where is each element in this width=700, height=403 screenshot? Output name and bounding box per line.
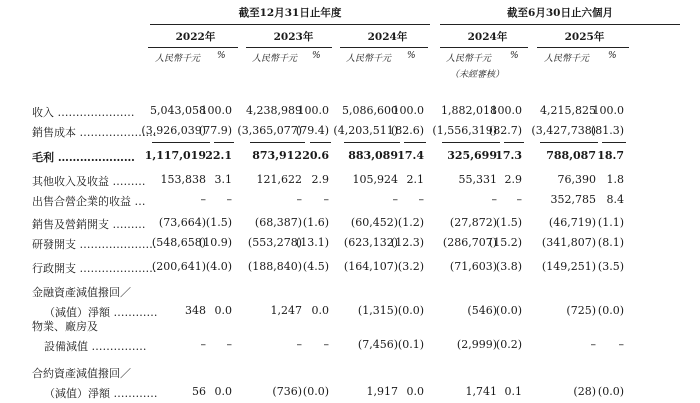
pct-label: %	[510, 51, 519, 61]
unit-label: 人民幣千元	[544, 54, 590, 64]
amount-cell: (149,251)	[541, 260, 596, 273]
amount-cell: 121,622	[256, 173, 302, 186]
unit-label: 人民幣千元	[155, 54, 201, 64]
amount-cell: (1,315)	[357, 304, 398, 317]
amount-cell: (73,664)	[158, 216, 206, 229]
amount-cell: 55,331	[458, 173, 497, 186]
amount-cell: (188,840)	[247, 260, 302, 273]
amount-cell: (200,641)	[151, 260, 206, 273]
amount-cell: (1,556,319)	[432, 124, 497, 137]
percent-cell: 0.1	[504, 385, 522, 398]
amount-cell: 883,089	[348, 149, 398, 162]
percent-cell: (0.0)	[597, 304, 624, 317]
amount-cell: 56	[192, 385, 206, 398]
subtotal-rule	[540, 142, 598, 143]
amount-cell: 4,215,825	[540, 104, 596, 117]
percent-cell: (15.2)	[488, 236, 522, 249]
percent-cell: (1.6)	[302, 216, 329, 229]
percent-cell: –	[226, 193, 232, 206]
amount-cell: (60,452)	[350, 216, 398, 229]
percent-cell: (81.3)	[590, 124, 624, 137]
percent-cell: (3.2)	[397, 260, 424, 273]
amount-cell: (164,107)	[343, 260, 398, 273]
percent-cell: –	[323, 193, 329, 206]
pct-label: %	[608, 51, 617, 61]
percent-cell: 2.9	[311, 173, 329, 186]
amount-cell: (3,427,738)	[531, 124, 596, 137]
amount-cell: (623,132)	[343, 236, 398, 249]
divider	[148, 47, 238, 48]
amount-cell: (46,719)	[548, 216, 596, 229]
amount-cell: (2,999)	[456, 338, 497, 351]
percent-cell: (3.5)	[597, 260, 624, 273]
percent-cell: (3.8)	[495, 260, 522, 273]
row-label: 收入 …………………	[32, 106, 135, 119]
period-six-months-header: 截至6月30日止六個月	[507, 7, 613, 19]
percent-cell: 3.1	[214, 173, 232, 186]
row-label-continued: （減值）淨額 …………	[44, 306, 158, 319]
percent-cell: (4.5)	[302, 260, 329, 273]
amount-cell: (7,456)	[357, 338, 398, 351]
percent-cell: –	[418, 193, 424, 206]
percent-cell: (79.4)	[295, 124, 329, 137]
row-label-continued: 設備減值 ……………	[44, 340, 147, 353]
subtotal-rule	[442, 142, 500, 143]
subtotal-rule	[214, 142, 234, 143]
year-header-2025-h1: 2025年	[564, 31, 605, 43]
unit-label: 人民幣千元	[346, 54, 392, 64]
amount-cell: 105,924	[352, 173, 398, 186]
percent-cell: (0.0)	[495, 304, 522, 317]
amount-cell: 873,912	[252, 149, 302, 162]
percent-cell: (1.5)	[205, 216, 232, 229]
row-label: 物業、廠房及	[32, 320, 98, 333]
year-header-2023: 2023年	[273, 31, 314, 43]
amount-cell: (3,365,077)	[237, 124, 302, 137]
unit-label: 人民幣千元	[446, 54, 492, 64]
percent-cell: 100.0	[200, 104, 232, 117]
amount-cell: 153,838	[160, 173, 206, 186]
amount-cell: –	[296, 338, 302, 351]
percent-cell: 0.0	[406, 385, 424, 398]
amount-cell: (341,807)	[541, 236, 596, 249]
amount-cell: –	[200, 338, 206, 351]
row-label: 毛利 …………………	[32, 151, 135, 164]
percent-cell: (1.2)	[397, 216, 424, 229]
percent-cell: –	[226, 338, 232, 351]
percent-cell: 100.0	[297, 104, 329, 117]
percent-cell: 0.0	[214, 304, 232, 317]
amount-cell: –	[590, 338, 596, 351]
amount-cell: –	[296, 193, 302, 206]
amount-cell: 1,741	[465, 385, 497, 398]
percent-cell: 17.4	[397, 149, 424, 162]
percent-cell: 100.0	[490, 104, 522, 117]
year-header-2024-h1: 2024年	[467, 31, 508, 43]
subtotal-rule	[404, 142, 426, 143]
year-header-2024: 2024年	[367, 31, 408, 43]
amount-cell: 76,390	[557, 173, 596, 186]
percent-cell: (1.1)	[597, 216, 624, 229]
pct-label: %	[312, 51, 321, 61]
unit-label: 人民幣千元	[252, 54, 298, 64]
percent-cell: (77.9)	[198, 124, 232, 137]
subtotal-rule	[504, 142, 524, 143]
percent-cell: (0.0)	[397, 304, 424, 317]
row-label: 行政開支 …………………	[32, 262, 157, 275]
percent-cell: (12.3)	[390, 236, 424, 249]
divider	[340, 47, 428, 48]
percent-cell: (0.0)	[302, 385, 329, 398]
percent-cell: (0.2)	[495, 338, 522, 351]
amount-cell: (68,387)	[254, 216, 302, 229]
row-label: 金融資產減值撥回／	[32, 286, 131, 299]
percent-cell: (8.1)	[597, 236, 624, 249]
row-label: 銷售及營銷開支 ………	[32, 218, 146, 231]
percent-cell: 100.0	[392, 104, 424, 117]
percent-cell: –	[516, 193, 522, 206]
subtotal-rule	[344, 142, 400, 143]
amount-cell: –	[392, 193, 398, 206]
amount-cell: –	[200, 193, 206, 206]
percent-cell: 0.0	[311, 304, 329, 317]
amount-cell: (27,872)	[449, 216, 497, 229]
divider	[150, 24, 430, 25]
amount-cell: (286,707)	[442, 236, 497, 249]
pct-label: %	[217, 51, 226, 61]
percent-cell: –	[323, 338, 329, 351]
divider	[537, 47, 629, 48]
amount-cell: 4,238,989	[246, 104, 302, 117]
amount-cell: 1,117,019	[144, 149, 206, 162]
amount-cell: 788,087	[546, 149, 596, 162]
row-label: 其他收入及收益 ………	[32, 175, 146, 188]
percent-cell: 18.7	[597, 149, 624, 162]
divider	[440, 24, 680, 25]
pct-label: %	[407, 51, 416, 61]
row-label: 研發開支 …………………	[32, 238, 157, 251]
subtotal-rule	[602, 142, 626, 143]
percent-cell: (82.7)	[488, 124, 522, 137]
row-label: 合約資產減值撥回／	[32, 367, 131, 380]
amount-cell: 1,247	[270, 304, 302, 317]
amount-cell: –	[491, 193, 497, 206]
amount-cell: (71,603)	[449, 260, 497, 273]
row-label-continued: （減值）淨額 …………	[44, 387, 158, 400]
percent-cell: (82.6)	[390, 124, 424, 137]
percent-cell: –	[618, 338, 624, 351]
amount-cell: 325,699	[447, 149, 497, 162]
divider	[246, 47, 332, 48]
amount-cell: 1,917	[366, 385, 398, 398]
percent-cell: (13.1)	[295, 236, 329, 249]
amount-cell: (28)	[573, 385, 596, 398]
percent-cell: 20.6	[302, 149, 329, 162]
amount-cell: 348	[185, 304, 206, 317]
row-label: 出售合營企業的收益 …	[32, 195, 146, 208]
subtotal-rule	[250, 142, 305, 143]
percent-cell: 100.0	[592, 104, 624, 117]
divider	[440, 47, 528, 48]
amount-cell: (736)	[272, 385, 302, 398]
percent-cell: (4.0)	[205, 260, 232, 273]
amount-cell: (3,926,039)	[141, 124, 206, 137]
percent-cell: 8.4	[606, 193, 624, 206]
subtotal-rule	[310, 142, 331, 143]
subtotal-rule	[152, 142, 210, 143]
year-header-2022: 2022年	[175, 31, 216, 43]
amount-cell: 1,882,018	[441, 104, 497, 117]
percent-cell: 2.1	[406, 173, 424, 186]
amount-cell: (725)	[566, 304, 596, 317]
amount-cell: 5,086,600	[342, 104, 398, 117]
amount-cell: (548,658)	[151, 236, 206, 249]
period-year-header: 截至12月31日止年度	[238, 7, 342, 19]
percent-cell: (10.9)	[198, 236, 232, 249]
percent-cell: 2.9	[504, 173, 522, 186]
amount-cell: (546)	[467, 304, 497, 317]
amount-cell: 5,043,058	[150, 104, 206, 117]
row-label: 銷售成本 …………………	[32, 126, 157, 139]
amount-cell: (4,203,511)	[333, 124, 398, 137]
percent-cell: 0.0	[214, 385, 232, 398]
percent-cell: 1.8	[606, 173, 624, 186]
percent-cell: 17.3	[495, 149, 522, 162]
amount-cell: 352,785	[550, 193, 596, 206]
unaudited-note: （未經審核）	[450, 70, 505, 80]
percent-cell: (0.1)	[397, 338, 424, 351]
amount-cell: (553,278)	[247, 236, 302, 249]
percent-cell: (0.0)	[597, 385, 624, 398]
percent-cell: 22.1	[205, 149, 232, 162]
percent-cell: (1.5)	[495, 216, 522, 229]
